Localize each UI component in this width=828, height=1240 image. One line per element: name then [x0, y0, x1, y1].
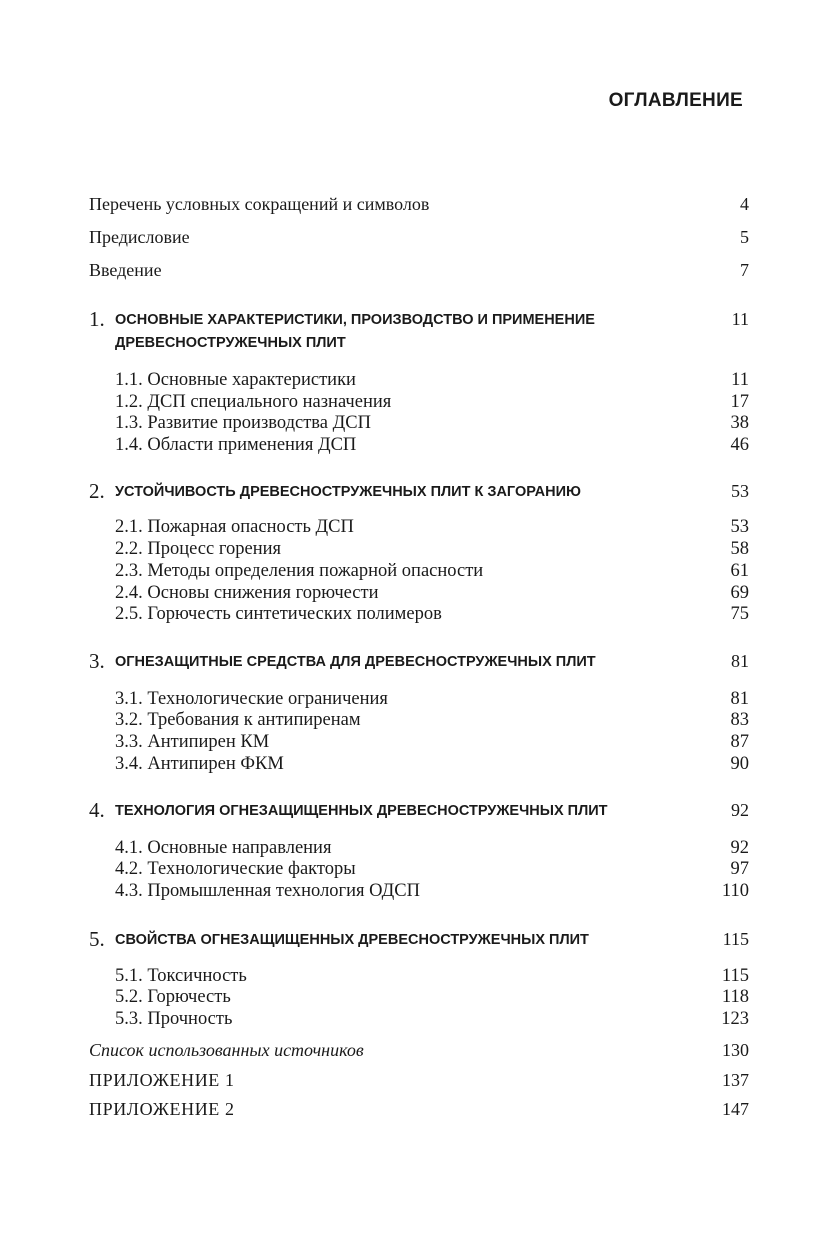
toc-page-number: 123: [721, 1009, 749, 1029]
toc-entry-label: 5.2. Горючесть: [115, 987, 231, 1007]
toc-page-number: 87: [730, 732, 749, 752]
toc-entry-label: 3.4. Антипирен ФКМ: [115, 754, 284, 774]
toc-section[interactable]: [115, 966, 749, 987]
chapter-title: СВОЙСТВА ОГНЕЗАЩИЩЕННЫХ ДРЕВЕСНОСТРУЖЕЧНЫХ ПЛИТ: [115, 932, 589, 948]
toc-section[interactable]: [115, 370, 749, 391]
toc-section[interactable]: [115, 881, 749, 902]
toc-page-number: 53: [730, 517, 749, 537]
toc-chapter-5[interactable]: [89, 928, 749, 952]
toc-page-number: 58: [730, 539, 749, 559]
toc-page-number: 83: [730, 710, 749, 730]
toc-entry-label: 1.3. Развитие производства ДСП: [115, 413, 371, 433]
toc-entry-label: 4.1. Основные направления: [115, 838, 332, 858]
toc-entry-label: 5.1. Токсичность: [115, 966, 247, 986]
toc-section[interactable]: [115, 604, 749, 625]
chapter-title: ТЕХНОЛОГИЯ ОГНЕЗАЩИЩЕННЫХ ДРЕВЕСНОСТРУЖЕЧНЫХ ПЛИТ: [115, 803, 608, 819]
toc-page-number: 81: [730, 689, 749, 709]
toc-entry-label: 5.3. Прочность: [115, 1009, 233, 1029]
chapter-title: ОГНЕЗАЩИТНЫЕ СРЕДСТВА ДЛЯ ДРЕВЕСНОСТРУЖЕЧНЫХ ПЛИТ: [115, 654, 596, 670]
toc-page-number: 147: [722, 1099, 749, 1119]
toc-entry-label: 2.2. Процесс горения: [115, 539, 282, 559]
toc-section[interactable]: [115, 392, 749, 413]
toc-page-number: 92: [730, 838, 749, 858]
chapter-title: ОСНОВНЫЕ ХАРАКТЕРИСТИКИ, ПРОИЗВОДСТВО И ПРИМЕНЕНИЕ ДРЕВЕСНОСТРУЖЕЧНЫХ ПЛИТ: [115, 312, 595, 351]
toc-page-number: 5: [740, 227, 749, 247]
toc-entry-label: 1.1. Основные характеристики: [115, 370, 356, 390]
chapter-number: 2.: [89, 479, 105, 503]
toc-page-number: 92: [731, 800, 749, 820]
toc-entry-label: Введение: [89, 260, 162, 280]
toc-page-number: 7: [740, 260, 749, 280]
toc-entry-label: 4.3. Промышленная технология ОДСП: [115, 881, 420, 901]
toc-section[interactable]: [115, 754, 749, 775]
toc-entry-label: Список использованных источников: [89, 1040, 364, 1060]
toc-entry-label: 3.2. Требования к антипиренам: [115, 710, 361, 730]
toc-section[interactable]: [115, 583, 749, 604]
toc-entry-label: Перечень условных сокращений и символов: [89, 194, 430, 214]
toc-entry-label: 2.4. Основы снижения горючести: [115, 583, 379, 603]
toc-page-number: 97: [730, 859, 749, 879]
toc-section[interactable]: [115, 987, 749, 1008]
toc-page-number: 11: [731, 370, 749, 390]
toc-page-number: 90: [730, 754, 749, 774]
toc-section[interactable]: [115, 732, 749, 753]
toc-chapter-4[interactable]: [89, 799, 749, 823]
toc-entry-label: 1.4. Области применения ДСП: [115, 435, 357, 455]
toc-section[interactable]: [115, 561, 749, 582]
toc-page-number: 61: [730, 561, 749, 581]
toc-section[interactable]: [115, 435, 749, 456]
toc-page-number: 11: [731, 309, 749, 329]
toc-page-number: 53: [731, 481, 749, 501]
chapter-number: 4.: [89, 798, 105, 822]
toc-entry-preface[interactable]: [89, 227, 749, 248]
toc-page-number: 17: [730, 392, 749, 412]
toc-entry-label: 1.2. ДСП специального назначения: [115, 392, 392, 412]
toc-chapter-3[interactable]: [89, 650, 749, 674]
toc-page-number: 118: [721, 987, 749, 1007]
toc-entry-label: ПРИЛОЖЕНИЕ 1: [89, 1070, 235, 1090]
toc-section[interactable]: [115, 413, 749, 434]
toc-entry-label: 2.1. Пожарная опасность ДСП: [115, 517, 354, 537]
chapter-title: УСТОЙЧИВОСТЬ ДРЕВЕСНОСТРУЖЕЧНЫХ ПЛИТ К ЗАГОРАНИЮ: [115, 484, 581, 500]
toc-page-number: 4: [740, 194, 749, 214]
toc-chapter-1[interactable]: [89, 308, 749, 355]
toc-entry-appendix-2[interactable]: [89, 1099, 749, 1120]
toc-section[interactable]: [115, 517, 749, 538]
toc-entry-label: 2.3. Методы определения пожарной опасности: [115, 561, 484, 581]
toc-page-number: 81: [731, 651, 749, 671]
chapter-number: 3.: [89, 649, 105, 673]
toc-page-number: 115: [722, 929, 749, 949]
toc-section[interactable]: [115, 710, 749, 731]
toc-page-number: 137: [722, 1070, 749, 1090]
chapter-number: 5.: [89, 927, 105, 951]
toc-page-number: 75: [730, 604, 749, 624]
toc-page-number: 46: [730, 435, 749, 455]
toc-entry-appendix-1[interactable]: [89, 1070, 749, 1091]
toc-entry-label: 2.5. Горючесть синтетических полимеров: [115, 604, 442, 624]
toc-page-number: 110: [721, 881, 749, 901]
toc-section[interactable]: [115, 859, 749, 880]
toc-section[interactable]: [115, 1009, 749, 1030]
toc-entry-label: 3.1. Технологические ограничения: [115, 689, 388, 709]
toc-chapter-2[interactable]: [89, 480, 749, 504]
toc-page-number: 115: [721, 966, 749, 986]
toc-page-number: 130: [722, 1040, 749, 1060]
toc-entry-label: 4.2. Технологические факторы: [115, 859, 356, 879]
toc-section[interactable]: [115, 838, 749, 859]
toc-section[interactable]: [115, 539, 749, 560]
chapter-number: 1.: [89, 307, 105, 331]
toc-page-number: 69: [730, 583, 749, 603]
toc-entry-abbreviations[interactable]: [89, 194, 749, 215]
toc-entry-label: ПРИЛОЖЕНИЕ 2: [89, 1099, 235, 1119]
toc-entry-references[interactable]: [89, 1040, 749, 1061]
toc-entry-introduction[interactable]: [89, 260, 749, 281]
toc-entry-label: 3.3. Антипирен КМ: [115, 732, 270, 752]
toc-section[interactable]: [115, 689, 749, 710]
toc-page-number: 38: [730, 413, 749, 433]
toc-entry-label: Предисловие: [89, 227, 190, 247]
page-title: ОГЛАВЛЕНИЕ: [608, 90, 743, 111]
